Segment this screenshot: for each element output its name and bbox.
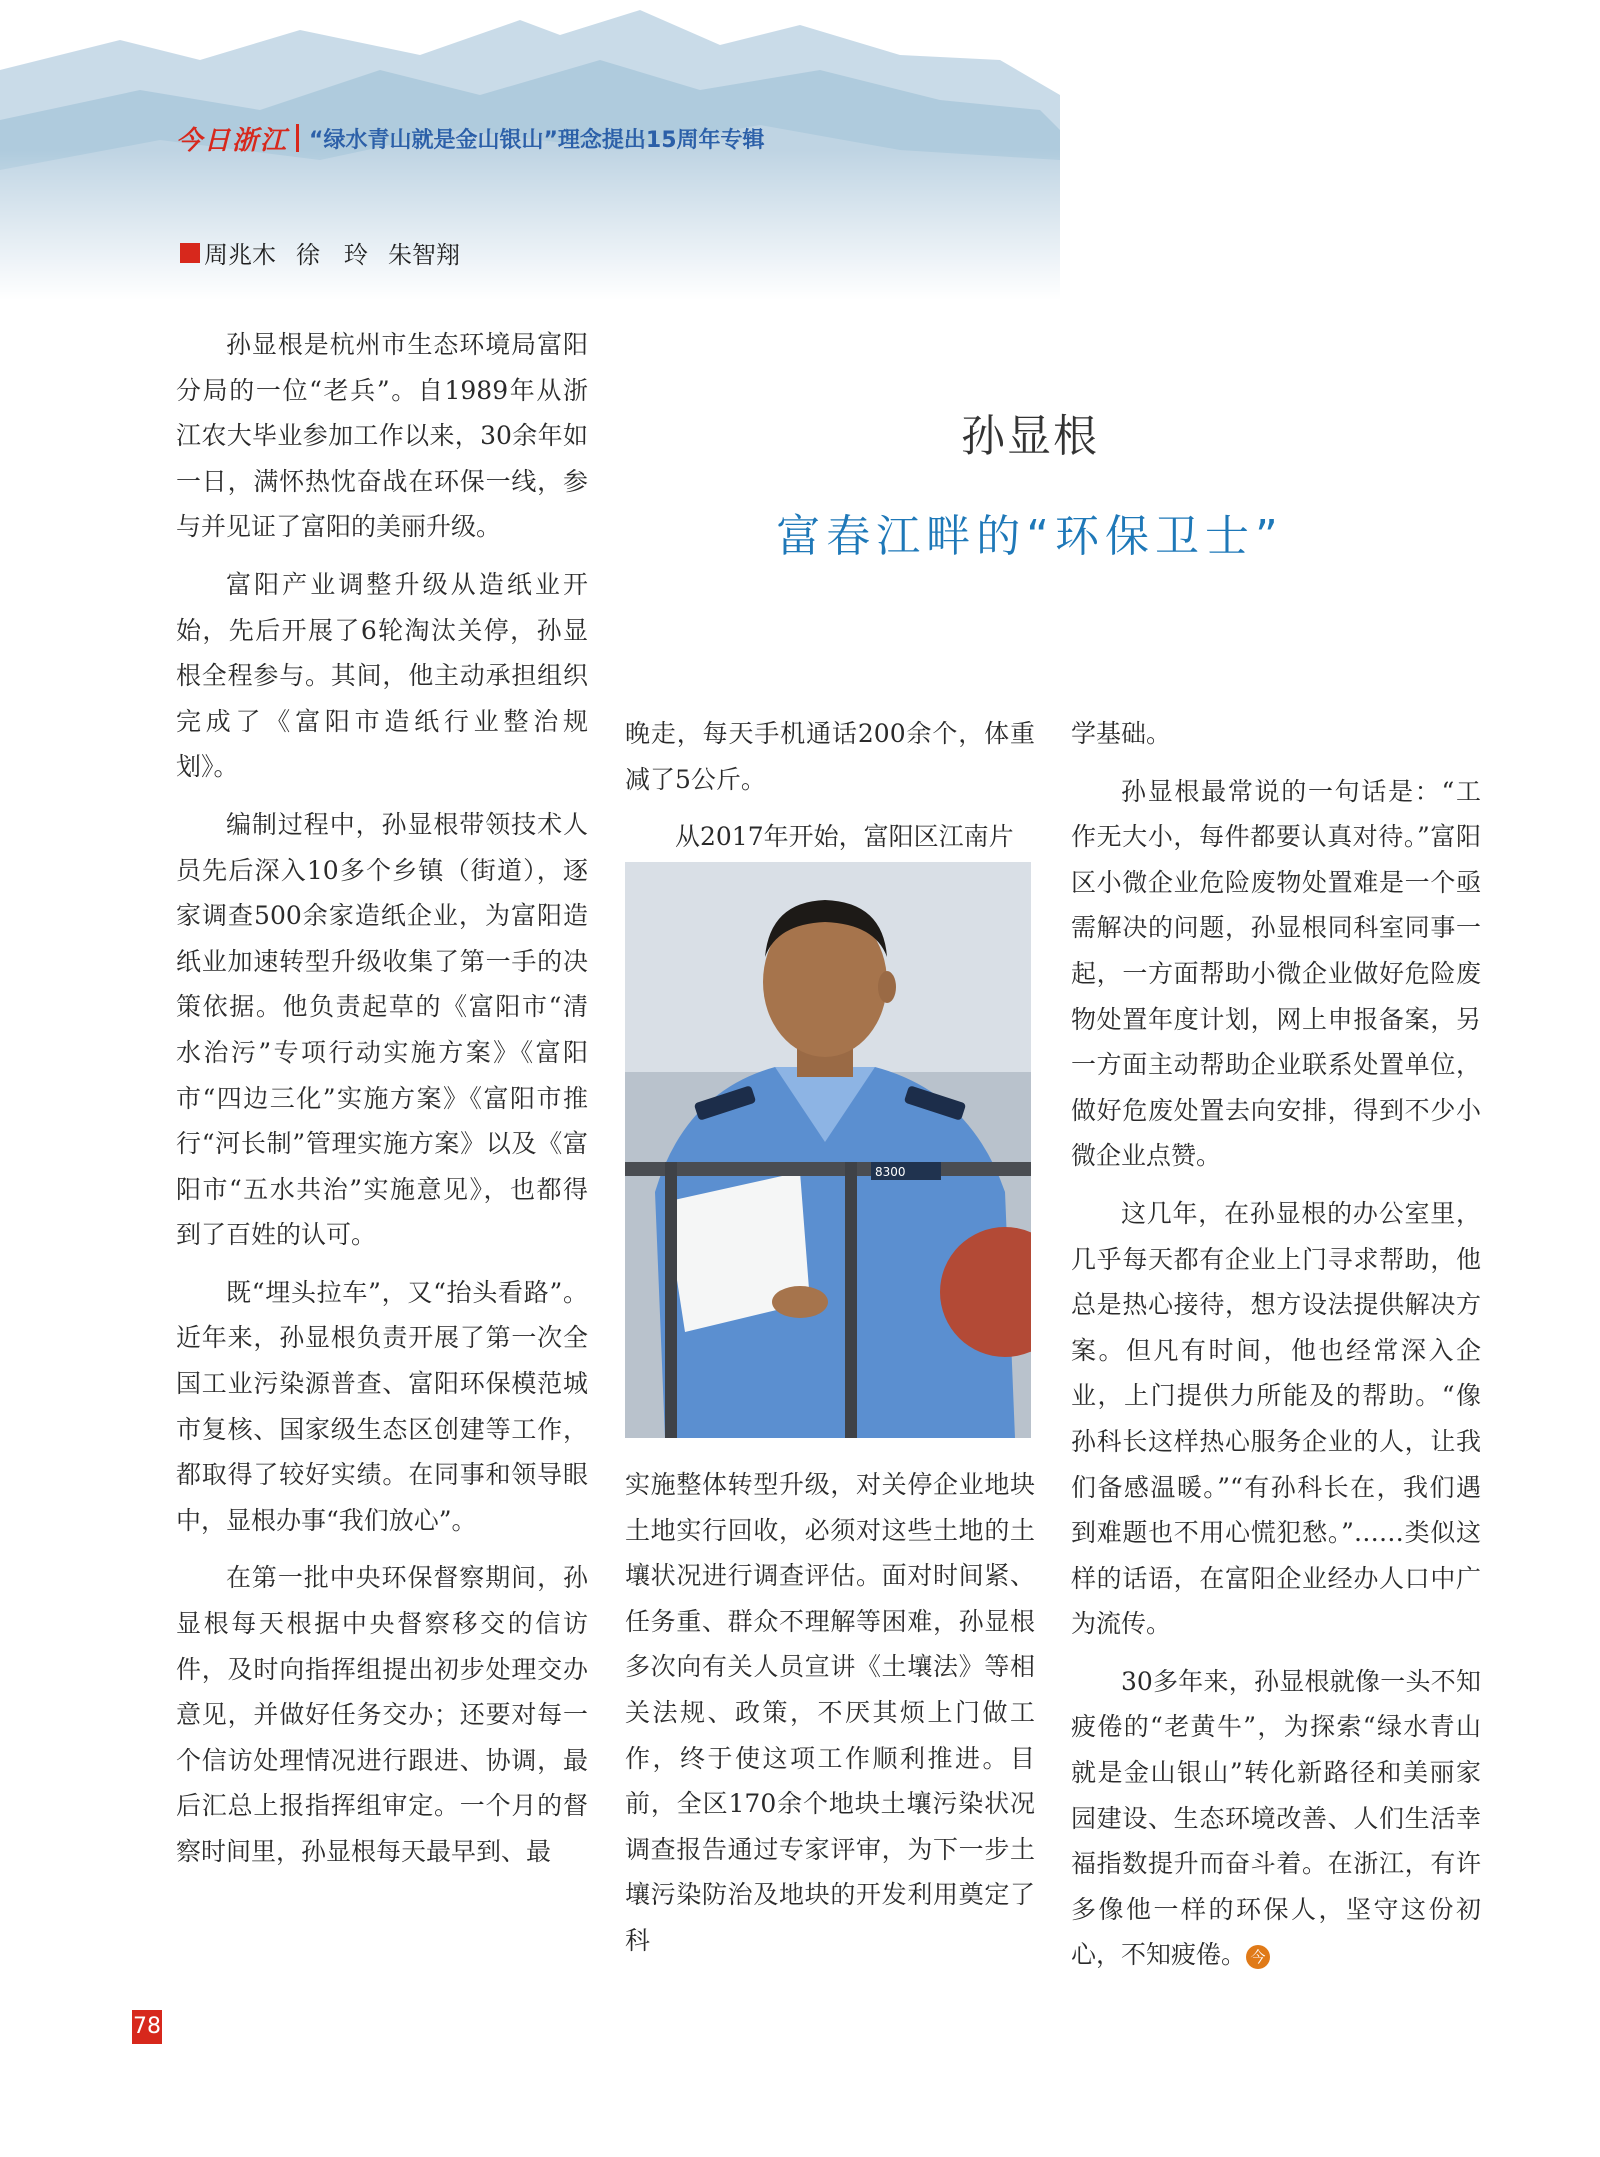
paragraph-text: 30多年来，孙显根就像一头不知疲倦的“老黄牛”，为探索“绿水青山就是金山银山”转化新路径和美丽家园建设、生态环境改善、人们生活幸福指数提升而奋斗着。在浙江，有许多像他一样的环保人，坚守这份初心，不知疲倦。 (1071, 1666, 1481, 1970)
article-title-block (620, 400, 1440, 564)
header-divider (296, 124, 299, 152)
paragraph: 既“埋头拉车”，又“抬头看路”。近年来，孙显根负责开展了第一次全国工业污染源普查、富阳环保模范城市复核、国家级生态区创建等工作，都取得了较好实绩。在同事和领导眼中，显根办事“我们放心”。 (176, 1277, 588, 1535)
photo-illustration (625, 862, 1031, 1438)
magazine-logo: 今日浙江 (176, 125, 289, 156)
badge-number: 8300 (875, 1165, 906, 1179)
paragraph: 实施整体转型升级，对关停企业地块土地实行回收，必须对这些土地的土壤状况进行调查评估。面对时间紧、任务重、群众不理解等困难，孙显根多次向有关人员宣讲《土壤法》等相关法规、政策，不厌其烦上门做工作，终于使这项工作顺利推进。目前，全区170余个地块土壤污染状况调查报告通过专家评审，为下一步土壤污染防治及地块的开发利用奠定了科 (625, 1470, 1035, 1955)
page-number: 78 (132, 2010, 162, 2044)
author-name: 朱智翔 (388, 241, 460, 269)
special-issue-title: “绿水青山就是金山银山”理念提出15周年专辑 (309, 127, 765, 153)
article-subtitle: 富春江畔的“环保卫士” (776, 511, 1284, 562)
portrait-photo (625, 862, 1031, 1438)
author-name: 徐 玲 (296, 241, 368, 269)
paragraph: 富阳产业调整升级从造纸业开始，先后开展了6轮淘汰关停，孙显根全程参与。其间，他主动承担组织完成了《富阳市造纸行业整治规划》。 (176, 569, 588, 782)
paragraph: 这几年，在孙显根的办公室里，几乎每天都有企业上门寻求帮助，他总是热心接待，想方设法提供解决方案。但凡有时间，他也经常深入企业，上门提供力所能及的帮助。“像孙科长这样热心服务企业的人，让我们备感温暖。”“有孙科长在，我们遇到难题也不用心慌犯愁。”……类似这样的话语，在富阳企业经办人口中广为流传。 (1071, 1198, 1481, 1639)
paragraph: 编制过程中，孙显根带领技术人员先后深入10多个乡镇（街道），逐家调查500余家造纸企业，为富阳造纸业加速转型升级收集了第一手的决策依据。他负责起草的《富阳市“清水治污”专项行动实施方案》《富阳市“四边三化”实施方案》《富阳市推行“河长制”管理实施方案》以及《富阳市“五水共治”实施意见》，也都得到了百姓的认可。 (176, 809, 588, 1250)
author-name: 周兆木 (204, 241, 276, 269)
byline (180, 235, 480, 270)
paragraph: 从2017年开始，富阳区江南片 (675, 822, 1014, 852)
text-column-2-top (625, 711, 1035, 860)
text-column-2-bottom (625, 1462, 1035, 1964)
paragraph: 学基础。 (1071, 719, 1172, 748)
magazine-header (176, 118, 765, 158)
byline-marker (180, 243, 200, 263)
paragraph: 孙显根最常说的一句话是：“工作无大小，每件都要认真对待。”富阳区小微企业危险废物处置难是一个亟需解决的问题，孙显根同科室同事一起，一方面帮助小微企业做好危险废物处置年度计划，网上申报备案，另一方面主动帮助企业联系处置单位，做好危废处置去向安排，得到不少小微企业点赞。 (1071, 776, 1481, 1171)
paragraph: 在第一批中央环保督察期间，孙显根每天根据中央督察移交的信访件，及时向指挥组提出初步处理交办意见，并做好任务交办；还要对每一个信访处理情况进行跟进、协调，最后汇总上报指挥组审定。一个月的督察时间里，孙显根每天最早到、最 (176, 1563, 588, 1866)
article-person-name: 孙显根 (961, 411, 1099, 462)
paragraph: 孙显根是杭州市生态环境局富阳分局的一位“老兵”。自1989年从浙江农大毕业参加工作以来，30余年如一日，满怀热忱奋战在环保一线，参与并见证了富阳的美丽升级。 (176, 330, 588, 542)
paragraph-final (1071, 1659, 1481, 1978)
end-mark-icon: 今 (1246, 1945, 1270, 1969)
text-column-1 (176, 322, 588, 1875)
text-column-3 (1071, 711, 1481, 1978)
paragraph: 晚走，每天手机通话200余个，体重减了5公斤。 (625, 719, 1035, 794)
